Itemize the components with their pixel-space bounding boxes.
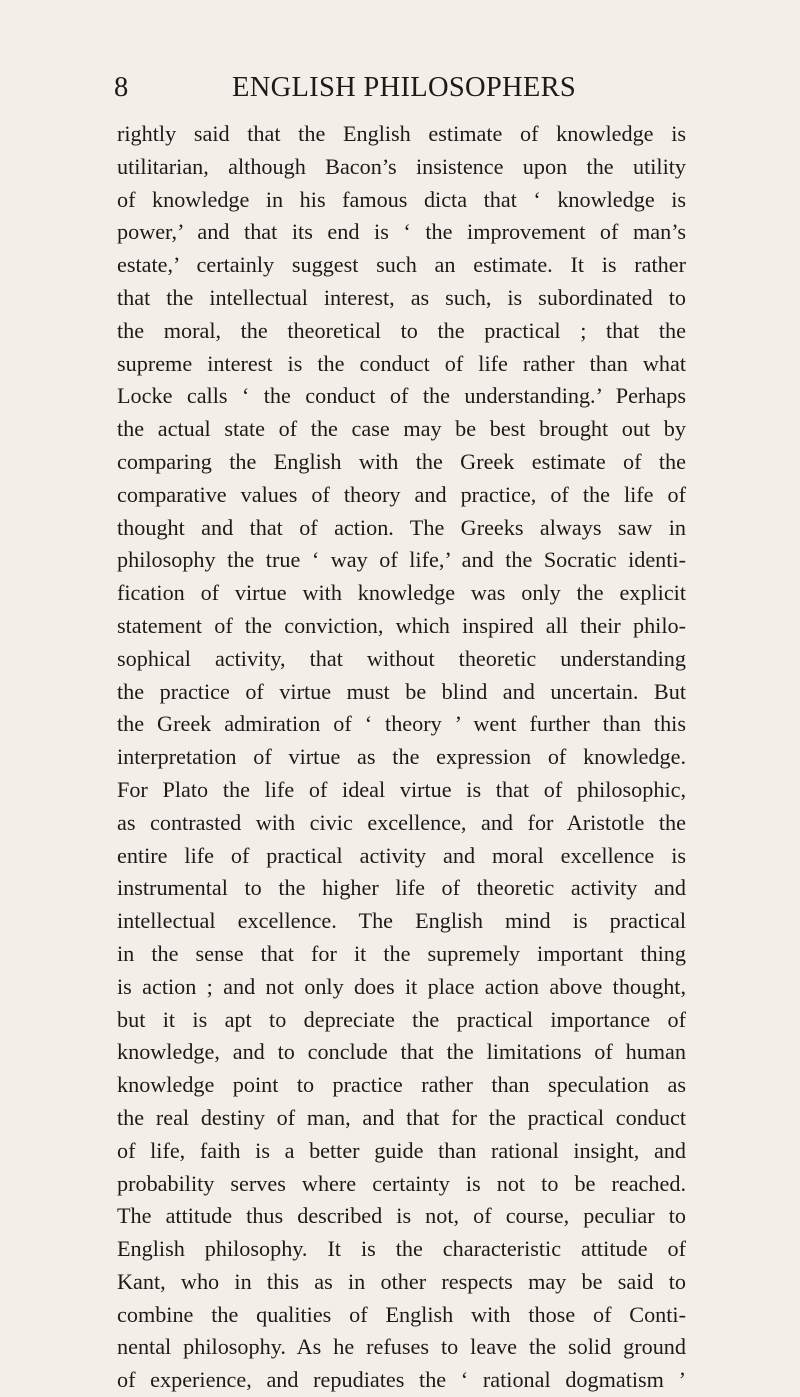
text-line: of experience, and repudiates the ‘ rational dogmatism ’	[117, 1367, 686, 1393]
text-line: Kant, who in this as in other respects may be said to	[117, 1268, 686, 1294]
text-line: in the sense that for it the supremely important thing	[117, 940, 686, 966]
running-title: ENGLISH PHILOSOPHERS	[232, 72, 577, 103]
text-line: utilitarian, although Bacon’s insistence upon the utility	[117, 153, 686, 179]
text-line: that the intellectual interest, as such, is subordinated to	[117, 284, 686, 310]
text-line: statement of the conviction, which inspired all their philo-	[117, 612, 686, 638]
text-line: is action ; and not only does it place action above thought,	[117, 973, 686, 999]
text-line: power,’ and that its end is ‘ the improvement of man’s	[117, 219, 686, 245]
text-line: thought and that of action. The Greeks always saw in	[117, 514, 686, 540]
running-head	[114, 72, 686, 112]
text-line: the Greek admiration of ‘ theory ’ went further than this	[117, 711, 686, 737]
text-line: comparing the English with the Greek estimate of the	[117, 448, 686, 474]
text-line: sophical activity, that without theoretic understanding	[117, 645, 686, 671]
text-line: interpretation of virtue as the expression of knowledge.	[117, 744, 686, 770]
text-line: of knowledge in his famous dicta that ‘ knowledge is	[117, 186, 686, 212]
text-line: intellectual excellence. The English mind is practical	[117, 908, 686, 934]
text-line: instrumental to the higher life of theoretic activity and	[117, 875, 686, 901]
text-line: knowledge point to practice rather than speculation as	[117, 1072, 686, 1098]
text-line: the moral, the theoretical to the practical ; that the	[117, 317, 686, 343]
text-line: nental philosophy. As he refuses to leave the solid ground	[117, 1334, 686, 1360]
text-line: the actual state of the case may be best brought out by	[117, 416, 686, 442]
text-line: Locke calls ‘ the conduct of the understanding.’ Perhaps	[117, 383, 686, 409]
text-line: probability serves where certainty is not to be reached.	[117, 1170, 686, 1196]
text-line: as contrasted with civic excellence, and for Aristotle the	[117, 809, 686, 835]
text-line: but it is apt to depreciate the practical importance of	[117, 1006, 686, 1032]
page-number: 8	[114, 72, 129, 103]
text-line: combine the qualities of English with those of Conti-	[117, 1301, 686, 1327]
text-line: For Plato the life of ideal virtue is that of philosophic,	[117, 776, 686, 802]
text-line: the practice of virtue must be blind and uncertain. But	[117, 678, 686, 704]
text-line: the real destiny of man, and that for the practical conduct	[117, 1104, 686, 1130]
text-line: of life, faith is a better guide than rational insight, and	[117, 1137, 686, 1163]
text-line: fication of virtue with knowledge was only the explicit	[117, 580, 686, 606]
text-line: philosophy the true ‘ way of life,’ and the Socratic identi-	[117, 547, 686, 573]
text-line: knowledge, and to conclude that the limitations of human	[117, 1039, 686, 1065]
body-text	[117, 118, 686, 1397]
text-line: estate,’ certainly suggest such an estimate. It is rather	[117, 252, 686, 278]
text-line: rightly said that the English estimate of knowledge is	[117, 121, 686, 146]
text-line: comparative values of theory and practice, of the life of	[117, 481, 686, 507]
text-line: supreme interest is the conduct of life rather than what	[117, 350, 686, 376]
text-line: entire life of practical activity and moral excellence is	[117, 842, 686, 868]
text-line: English philosophy. It is the characteristic attitude of	[117, 1236, 686, 1262]
text-line: The attitude thus described is not, of course, peculiar to	[117, 1203, 686, 1229]
